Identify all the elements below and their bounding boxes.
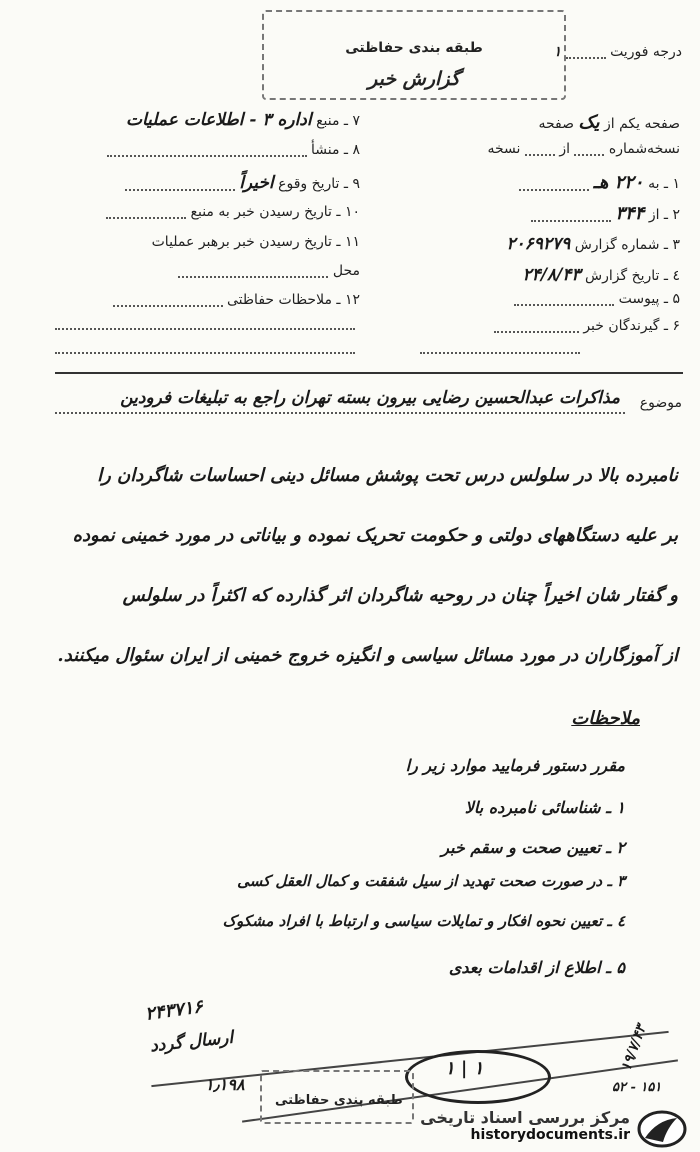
page-of-value: یک <box>578 112 600 133</box>
source-value: اداره ۳ - اطلاعات عملیات <box>125 110 312 130</box>
page-suffix: صفحه <box>538 116 574 132</box>
notes-line-5: ٤ ـ تعیین نحوه افکار و تمایلات سیاسی و ارتباط با افراد مشکوک <box>222 912 625 930</box>
bottom-left-date: ۱٫۱۹۸ <box>205 1075 245 1094</box>
from-value: ۳۴۴ <box>615 203 645 224</box>
left-field-arrival-source: ۱۰ ـ تاریخ رسیدن خبر به منبع <box>55 204 360 220</box>
right-field-report-number: ۳ ـ شماره گزارش ۲۰۶۹۲۷۹ <box>506 234 680 254</box>
notes-line-2: ۱ ـ شناسائی نامبرده بالا <box>464 798 625 817</box>
right-field-report-date: ٤ ـ تاریخ گزارش ۲۴/۸/۴۳ <box>522 265 680 285</box>
subject-label: موضوع <box>639 395 682 411</box>
notes-line-4: ۳ ـ در صورت صحت تهدید از سیل شفقت و کمال العقل کسی <box>237 872 625 890</box>
page-label: صفحه یکم از <box>603 116 680 132</box>
notes-line-3: ۲ ـ تعیین صحت و سقم خبر <box>441 838 625 857</box>
signature-date: ۱۹/۷/۴۳ <box>618 1022 650 1074</box>
degree-label: درجه فوریت <box>610 44 682 60</box>
degree-field <box>554 44 682 60</box>
copy-of: از <box>559 141 570 157</box>
right-field-2 <box>487 141 680 157</box>
notes-line-1: مقرر دستور فرمایید موارد زیر را <box>405 756 625 775</box>
right-field-to: ۱ ـ به ۲۲۰ هـ <box>519 172 680 193</box>
body-line-1: نامبرده بالا در سلولس درس تحت پوشش مسائل دینی احساسات شاگردان را <box>97 465 678 486</box>
classification-label: طبقه بندی حفاظتی <box>345 40 483 56</box>
section-divider <box>55 372 683 374</box>
left-field-arrival-ops: ۱۱ ـ تاریخ رسیدن خبر برهبر عملیات <box>151 234 360 250</box>
report-title: گزارش خبر <box>368 68 460 90</box>
left-field-security-notes: ۱۲ ـ ملاحظات حفاظتی <box>55 292 360 308</box>
to-value: ۲۲۰ هـ <box>593 172 644 193</box>
degree-value: ۱ <box>553 44 562 60</box>
left-field-source: ۷ ـ منبع اداره ۳ - اطلاعات عملیات <box>125 110 360 130</box>
notes-title: ملاحظات <box>571 708 640 729</box>
bottom-handwritten-note: ارسال گردد <box>149 1027 235 1057</box>
left-field-occurrence: ۹ ـ تاریخ وقوع اخیراً <box>55 173 360 193</box>
oval-stamp-text: ۱ | ۱ <box>445 1058 484 1079</box>
body-line-4: از آموزگاران در مورد مسائل سیاسی و انگیزه خروج خمینی از ایران سئوال میکنند. <box>57 645 678 666</box>
watermark <box>420 1108 630 1143</box>
occurrence-value: اخیراً <box>239 173 274 193</box>
watermark-fa: مرکز بررسی اسناد تاریخی <box>420 1108 630 1127</box>
body-line-3: و گفتار شان اخیراً چنان در روحیه شاگردان اثر گذارده که اکثراً در سلولس <box>122 585 678 606</box>
notes-line-6: ۵ ـ اطلاع از اقدامات بعدی <box>448 958 625 977</box>
form-number: ۵۲ - ۱۵۱ <box>612 1080 662 1095</box>
report-number-value: ۲۰۶۹۲۷۹ <box>506 234 571 254</box>
right-field-attachment: ۵ ـ پیوست <box>514 291 680 307</box>
header-stamp <box>262 10 566 100</box>
copy-suffix: نسخه <box>487 141 521 157</box>
right-field-1 <box>538 112 680 133</box>
left-field-location: محل <box>55 263 360 279</box>
footer-classification: طبقه بندی حفاظتی <box>275 1093 403 1108</box>
copy-label: نسخه‌شماره <box>608 141 680 157</box>
subject-value: مذاکرات عبدالحسین رضایی بیرون بسته تهران راجع به تبلیغات فرودین <box>120 388 620 408</box>
right-field-from: ۲ ـ از ۳۴۴ <box>531 203 680 224</box>
watermark-en: historydocuments.ir <box>470 1127 630 1143</box>
body-line-2: بر علیه دستگاههای دولتی و حکومت تحریک نموده و بیاناتی در مورد خمینی نموده <box>72 525 678 546</box>
left-field-origin: ۸ ـ منشأ <box>55 142 360 158</box>
right-field-recipients: ۶ ـ گیرندگان خبر <box>494 318 680 334</box>
archive-logo-icon <box>637 1110 687 1148</box>
report-date-value: ۲۴/۸/۴۳ <box>522 265 581 285</box>
bottom-handwritten-number: ۲۴۳۷۱۶ <box>143 996 205 1025</box>
